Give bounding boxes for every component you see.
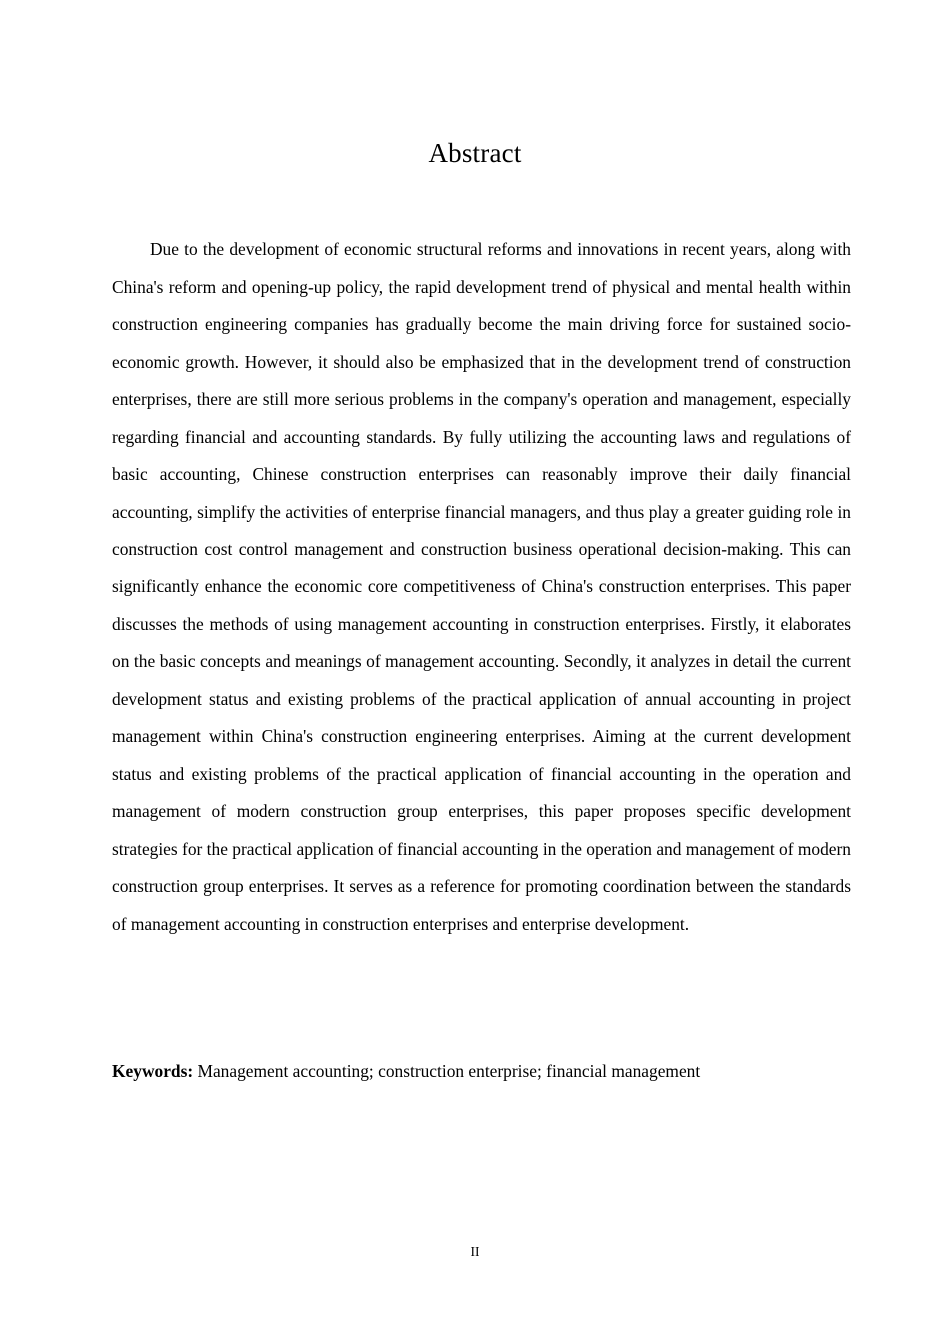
keywords-label: Keywords:	[112, 1061, 194, 1082]
abstract-paragraph: Due to the development of economic structural reforms and innovations in recent years, along with China's reform and opening-up policy, the rapid development trend of physical and mental health within construction engineering companies has gradually become the main driving force for sustained socio-economic growth. However, it should also be emphasized that in the development trend of construction enterprises, there are still more serious problems in the company's operation and management, especially regarding financial and accounting standards. By fully utilizing the accounting laws and regulations of basic accounting, Chinese construction enterprises can reasonably improve their daily financial accounting, simplify the activities of enterprise financial managers, and thus play a greater guiding role in construction cost control management and construction business operational decision-making. This can significantly enhance the economic core competitiveness of China's construction enterprises. This paper discusses the methods of using management accounting in construction enterprises. Firstly, it elaborates on the basic concepts and meanings of management accounting. Secondly, it analyzes in detail the current development status and existing problems of the practical application of annual accounting in project management within China's construction engineering enterprises. Aiming at the current development status and existing problems of the practical application of financial accounting in the operation and management of modern construction group enterprises, this paper proposes specific development strategies for the practical application of financial accounting in the operation and management of modern construction group enterprises. It serves as a reference for promoting coordination between the standards of management accounting in construction enterprises and enterprise development.	[112, 239, 851, 934]
page-title: Abstract	[428, 138, 522, 169]
keywords-value: Management accounting; construction enterprise; financial management	[193, 1061, 701, 1082]
page-number: II	[470, 1244, 480, 1259]
keywords-line	[112, 1057, 851, 1085]
